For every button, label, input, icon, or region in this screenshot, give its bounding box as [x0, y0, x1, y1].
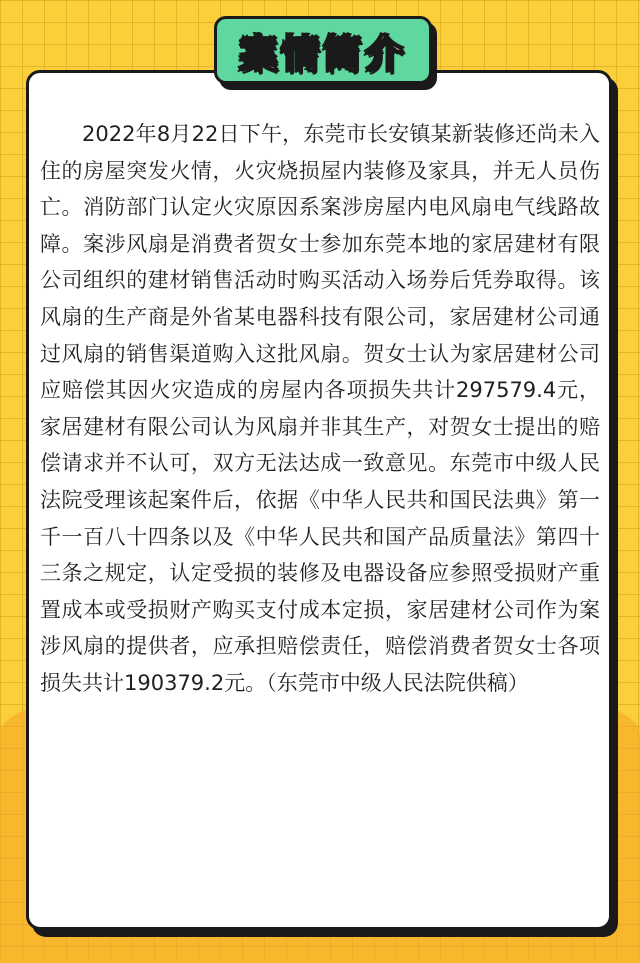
case-summary-paragraph: 2022年8月22日下午，东莞市长安镇某新装修还尚未入住的房屋突发火情，火灾烧损屋内装修及家具，并无人员伤亡。消防部门认定火灾原因系案涉房屋内电风扇电气线路故障。案涉风扇是消费者贺女士参加东莞本地的家居建材有限公司组织的建材销售活动时购买活动入场券后凭券取得。该风扇的生产商是外省某电器科技有限公司，家居建材公司通过风扇的销售渠道购入这批风扇。贺女士认为家居建材公司应赔偿其因火灾造成的房屋内各项损失共计297579.4元，家居建材有限公司认为风扇并非其生产，对贺女士提出的赔偿请求并不认可，双方无法达成一致意见。东莞市中级人民法院受理该起案件后，依据《中华人民共和国民法典》第一千一百八十四条以及《中华人民共和国产品质量法》第四十三条之规定，认定受损的装修及电器设备应参照受损财产重置成本或受损财产购买支付成本定损，家居建材公司作为案涉风扇的提供者，应承担赔偿责任，赔偿消费者贺女士各项损失共计190379.2元。（东莞市中级人民法院供稿）: [40, 122, 600, 695]
title-badge-face: [214, 16, 432, 84]
page-title: 案情简介: [238, 31, 407, 76]
title-badge: [214, 16, 438, 92]
